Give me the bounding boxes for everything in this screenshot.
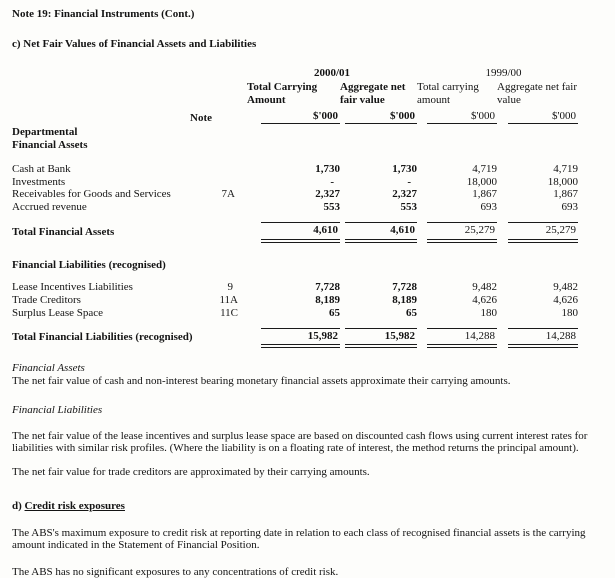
document-title: Note 19: Financial Instruments (Cont.) <box>12 8 601 21</box>
table-row-trade-creditors <box>12 294 578 307</box>
note-column-header: Note <box>190 106 247 124</box>
value-cell: 1,867 <box>497 188 578 201</box>
value-cell: 65 <box>340 306 417 319</box>
value-cell: 14,288 <box>427 328 497 343</box>
double-rule <box>345 344 417 348</box>
value-cell: 1,730 <box>340 162 417 175</box>
value-cell: 4,610 <box>345 222 417 237</box>
group-financial-assets: Financial Assets <box>12 138 247 151</box>
unit-label: $'000 <box>345 110 417 125</box>
unit-label: $'000 <box>508 110 578 125</box>
group-departmental: Departmental <box>12 124 247 138</box>
row-label: Accrued revenue <box>12 201 190 214</box>
value-cell: 9,482 <box>497 281 578 294</box>
table-row-investments <box>12 175 578 188</box>
value-cell: 18,000 <box>417 175 497 188</box>
row-label: Receivables for Goods and Services <box>12 188 190 201</box>
row-label: Investments <box>12 175 190 188</box>
value-cell: - <box>340 175 417 188</box>
period-1999-00: 1999/00 <box>417 64 578 79</box>
value-cell: 693 <box>417 201 497 214</box>
col-header-total-carrying-2000: Total carrying amount <box>417 79 497 106</box>
value-cell: 65 <box>247 306 340 319</box>
group-title-row <box>12 124 578 138</box>
col-header-aggregate-net-2001: Aggregate net fair value <box>340 79 417 106</box>
table-row-accrued-revenue <box>12 201 578 214</box>
table-row-surplus-lease-space <box>12 306 578 319</box>
row-label: Cash at Bank <box>12 162 190 175</box>
value-cell: 8,189 <box>340 294 417 307</box>
value-cell: 180 <box>417 306 497 319</box>
double-rule <box>261 344 340 348</box>
table-row-lease-incentives <box>12 281 578 294</box>
table-row-cash-at-bank <box>12 162 578 175</box>
value-cell: 4,626 <box>417 294 497 307</box>
units-row <box>12 106 578 124</box>
spacer-row <box>12 272 578 281</box>
financial-liabilities-text: The net fair value of the lease incentives and surplus lease space are based on discounted cash flows using current interest rates for liabilities with similar risk profiles. (Where the liability is on a floating rate of interest, the method returns the principal amount). <box>12 430 600 455</box>
value-cell: 1,867 <box>417 188 497 201</box>
value-cell: 7,728 <box>247 281 340 294</box>
double-rule <box>427 344 497 348</box>
value-cell: 15,982 <box>261 328 340 343</box>
note-ref: 11A <box>190 294 247 307</box>
note-ref: 7A <box>190 188 247 201</box>
note-ref <box>190 175 247 188</box>
spacer-row <box>12 151 578 162</box>
value-cell: 14,288 <box>508 328 578 343</box>
table-row-receivables <box>12 188 578 201</box>
value-cell: 4,719 <box>497 162 578 175</box>
row-label: Trade Creditors <box>12 294 190 307</box>
row-label: Surplus Lease Space <box>12 306 190 319</box>
value-cell: 7,728 <box>340 281 417 294</box>
value-cell: 2,327 <box>340 188 417 201</box>
spacer-row <box>12 319 578 327</box>
value-cell: 693 <box>497 201 578 214</box>
credit-risk-text-1: The ABS's maximum exposure to credit risk at reporting date in relation to each class of recognised financial assets is the carrying amount indicated in the Statement of Financial Position. <box>12 527 600 552</box>
unit-label: $'000 <box>261 110 340 125</box>
period-header-row <box>12 64 578 79</box>
spacer-row <box>12 243 578 259</box>
value-cell: 4,719 <box>417 162 497 175</box>
value-cell: 553 <box>247 201 340 214</box>
col-header-total-carrying-2001: Total Carrying Amount <box>247 79 340 106</box>
value-cell: 180 <box>497 306 578 319</box>
row-label: Lease Incentives Liabilities <box>12 281 190 294</box>
value-cell: 25,279 <box>508 222 578 237</box>
credit-risk-prefix: d) <box>12 500 25 512</box>
financial-assets-text: The net fair value of cash and non-interest bearing monetary financial assets approximate their carrying amounts. <box>12 375 600 388</box>
liabilities-total-row <box>12 327 578 348</box>
assets-total-row <box>12 222 578 243</box>
value-cell: 553 <box>340 201 417 214</box>
fair-values-table <box>12 64 578 348</box>
financial-assets-subheading: Financial Assets <box>12 362 600 375</box>
group-financial-liabilities: Financial Liabilities (recognised) <box>12 259 340 272</box>
section-c-heading: c) Net Fair Values of Financial Assets and Liabilities <box>12 38 601 51</box>
note-ref <box>190 201 247 214</box>
financial-liabilities-subheading: Financial Liabilities <box>12 404 600 417</box>
value-cell: 8,189 <box>247 294 340 307</box>
assets-total-label: Total Financial Assets <box>12 222 247 243</box>
credit-risk-text-2: The ABS has no significant exposures to any concentrations of credit risk. <box>12 566 600 578</box>
unit-label: $'000 <box>427 110 497 125</box>
credit-risk-heading <box>12 500 600 513</box>
note-ref: 11C <box>190 306 247 319</box>
value-cell: 18,000 <box>497 175 578 188</box>
group-title-row <box>12 138 578 151</box>
liabilities-total-label: Total Financial Liabilities (recognised) <box>12 327 247 348</box>
period-2000-01: 2000/01 <box>247 64 417 79</box>
col-header-aggregate-net-2000: Aggregate net fair value <box>497 79 578 106</box>
value-cell: 9,482 <box>417 281 497 294</box>
value-cell: 2,327 <box>247 188 340 201</box>
value-cell: 4,626 <box>497 294 578 307</box>
credit-risk-title: Credit risk exposures <box>25 500 125 512</box>
column-header-row <box>12 79 578 106</box>
double-rule <box>508 344 578 348</box>
value-cell: 15,982 <box>345 328 417 343</box>
note-ref: 9 <box>190 281 247 294</box>
note-ref <box>190 162 247 175</box>
notes-section <box>12 362 600 578</box>
value-cell: 25,279 <box>427 222 497 237</box>
value-cell: 1,730 <box>247 162 340 175</box>
group-title-row <box>12 259 578 272</box>
trade-creditors-text: The net fair value for trade creditors are approximated by their carrying amounts. <box>12 466 600 479</box>
value-cell: 4,610 <box>261 222 340 237</box>
spacer-row <box>12 214 578 222</box>
value-cell: - <box>247 175 340 188</box>
